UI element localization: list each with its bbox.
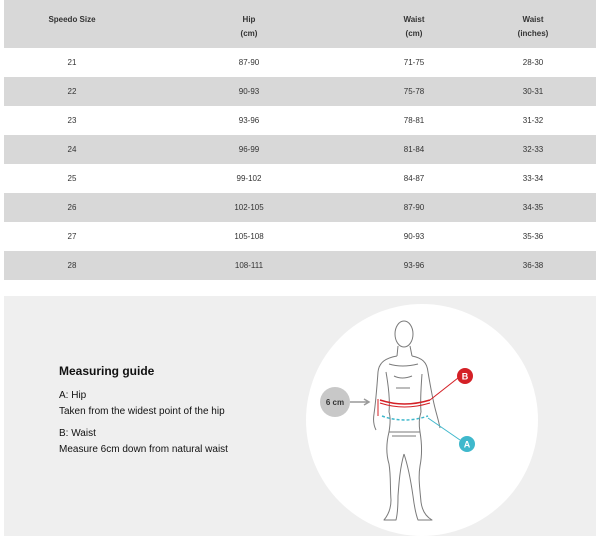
header-line: Hip <box>242 15 256 24</box>
cell-size: 27 <box>67 232 77 241</box>
cell-waist-cm: 71-75 <box>403 58 425 67</box>
header-hip-cm <box>140 0 358 48</box>
header-line: Speedo Size <box>48 15 96 24</box>
header-speedo-size <box>4 0 140 48</box>
cell-waist-in: 34-35 <box>522 203 544 212</box>
header-line: Waist <box>522 15 544 24</box>
table-row <box>4 193 596 222</box>
cell-hip: 87-90 <box>238 58 260 67</box>
cell-waist-cm: 81-84 <box>403 145 425 154</box>
offset-label: 6 cm <box>325 398 345 407</box>
guide-title: Measuring guide <box>59 364 155 378</box>
cell-size: 23 <box>67 116 77 125</box>
table-row <box>4 222 596 251</box>
cell-waist-in: 33-34 <box>522 174 544 183</box>
cell-waist-in: 36-38 <box>522 261 544 270</box>
cell-hip: 108-111 <box>234 261 264 270</box>
header-waist-cm <box>358 0 470 48</box>
table-row <box>4 164 596 193</box>
waist-description: Measure 6cm down from natural waist <box>59 444 228 455</box>
header-waist-inches <box>470 0 596 48</box>
cell-size: 21 <box>67 58 77 67</box>
cell-hip: 99-102 <box>236 174 262 183</box>
size-table <box>4 0 596 280</box>
header-unit: (inches) <box>517 29 549 38</box>
cell-waist-cm: 84-87 <box>403 174 425 183</box>
marker-a-label: A <box>463 439 471 450</box>
cell-hip: 96-99 <box>238 145 260 154</box>
table-row <box>4 48 596 77</box>
header-unit: (cm) <box>240 29 258 38</box>
body-outline-icon <box>294 304 564 536</box>
table-row <box>4 135 596 164</box>
guide-waist <box>59 426 228 458</box>
cell-waist-cm: 87-90 <box>403 203 425 212</box>
hip-label: A: Hip <box>59 390 87 401</box>
hip-description: Taken from the widest point of the hip <box>59 406 225 417</box>
cell-size: 28 <box>67 261 77 270</box>
guide-hip <box>59 388 225 420</box>
cell-size: 26 <box>67 203 77 212</box>
header-unit: (cm) <box>405 29 423 38</box>
cell-waist-cm: 93-96 <box>403 261 425 270</box>
cell-hip: 102-105 <box>234 203 264 212</box>
measuring-guide-panel <box>4 296 596 536</box>
cell-hip: 105-108 <box>234 232 264 241</box>
table-header <box>4 0 596 48</box>
cell-waist-in: 35-36 <box>522 232 544 241</box>
marker-b-label: B <box>461 371 469 382</box>
waist-label: B: Waist <box>59 428 96 439</box>
cell-size: 25 <box>67 174 77 183</box>
cell-waist-in: 31-32 <box>522 116 544 125</box>
cell-waist-in: 30-31 <box>522 87 544 96</box>
table-row <box>4 106 596 135</box>
cell-waist-cm: 90-93 <box>403 232 425 241</box>
table-row <box>4 251 596 280</box>
cell-waist-cm: 78-81 <box>403 116 425 125</box>
cell-size: 22 <box>67 87 77 96</box>
cell-waist-cm: 75-78 <box>403 87 425 96</box>
backdrop-circle <box>306 304 538 536</box>
header-line: Waist <box>403 15 425 24</box>
cell-hip: 93-96 <box>238 116 260 125</box>
cell-size: 24 <box>67 145 77 154</box>
table-row <box>4 77 596 106</box>
cell-hip: 90-93 <box>238 87 260 96</box>
cell-waist-in: 28-30 <box>522 58 544 67</box>
cell-waist-in: 32-33 <box>522 145 544 154</box>
